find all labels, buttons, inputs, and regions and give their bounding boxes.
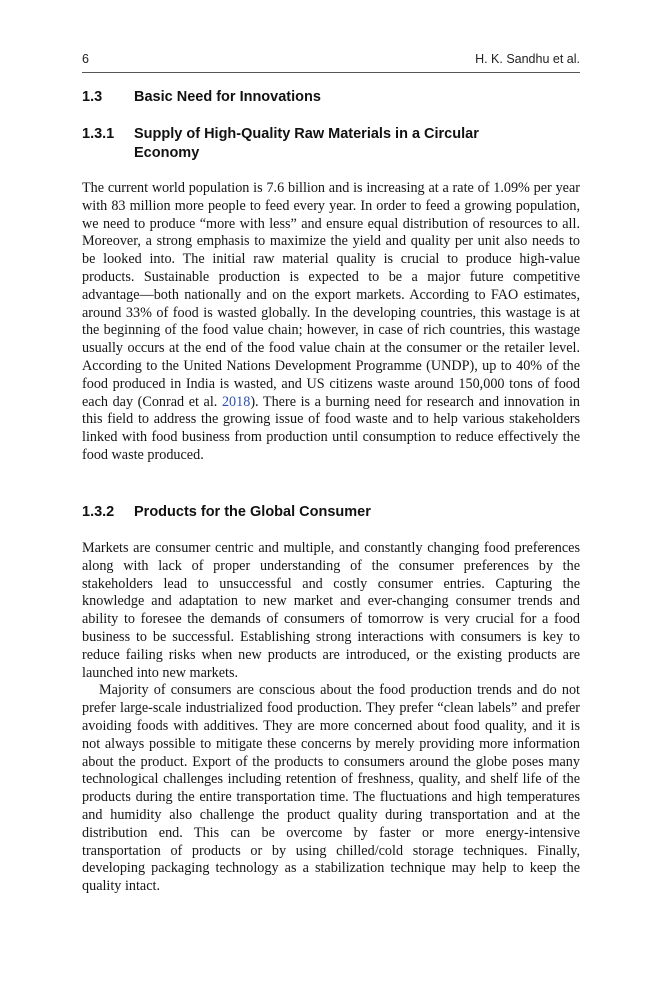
section-title: Basic Need for Innovations — [134, 89, 321, 105]
page-number: 6 — [82, 52, 89, 66]
paragraph — [82, 180, 580, 465]
paragraph: Majority of consumers are conscious about the food production trends and do not prefer large-scale industrialized food production. They prefer “clean labels” and prefer avoiding foods with additives. They are more concerned about food quality, and it is not always possible to mitigate these concerns by merely providing more information about the product. Export of the products to consumers around the globe poses many technological challenges including retention of freshness, quality, and shelf life of the products during the entire transportation time. The fluctuations and high temperatures and humidity also challenge the product quality during transportation and at the distribution end. This can be overcome by faster or more energy-intensive transportation of products or by using chilled/cold storage techniques. Finally, developing packaging technology as a stabilization technique may help to keep the quality intact. — [82, 682, 580, 895]
section-heading-1-3-2 — [82, 503, 580, 522]
paragraph-text: ). There is a burning need for research and innovation in this field to address the growing issue of food waste and to help various stakeholders linked with food business from production until consumption to reduce effectively the food waste produced. — [82, 393, 580, 463]
section-1-3-2-body — [82, 540, 580, 896]
section-number: 1.3.2 — [82, 504, 115, 520]
section-title: Supply of High-Quality Raw Materials in a Circular Economy — [134, 126, 479, 161]
paragraph-text: The current world population is 7.6 billion and is increasing at a rate of 1.09% per year with 83 million more people to feed every year. In order to feed a growing population, we need to produce “more with less” and ensure equal distribution of resources to all. Moreover, a strong emphasis to maximize the yield and quality per unit also needs to be looked into. The initial raw material quality is crucial to produce high-value products. Sustainable production is expected to be a major future competitive advantage—both nationally and on the export markets. According to FAO estimates, around 33% of food is wasted globally. In the developing countries, this wastage is at the beginning of the food value chain; however, in case of rich countries, this wastage usually occurs at the end of the food value chain at the consumer or the retailer level. According to the United Nations Development Programme (UNDP), up to 40% of the food produced in India is wasted, and US citizens waste around 150,000 tons of food each day (Conrad et al. — [82, 180, 580, 410]
header-rule — [82, 72, 580, 73]
running-head-authors: H. K. Sandhu et al. — [475, 52, 580, 66]
section-title: Products for the Global Consumer — [134, 504, 371, 520]
paragraph: Markets are consumer centric and multiple, and constantly changing food preferences along with lack of proper understanding of the consumer preferences by the stakeholders lead to unsuccessful and costly consumer entries. Capturing the knowledge and adaptation to new market and ever-changing consumer trends and ability to foresee the demands of consumers of tomorrow is very crucial for a food business to be successful. Establishing strong interactions with consumers is key to reduce failing risks when new products are introduced, or the existing products are launched into new markets. — [82, 540, 580, 681]
section-heading-1-3 — [82, 88, 580, 107]
section-number: 1.3.1 — [82, 126, 115, 142]
section-1-3-1-body — [82, 180, 580, 465]
running-header — [82, 52, 580, 66]
section-number: 1.3 — [82, 89, 103, 105]
citation-link[interactable]: 2018 — [221, 393, 251, 410]
section-heading-1-3-1 — [82, 125, 580, 163]
